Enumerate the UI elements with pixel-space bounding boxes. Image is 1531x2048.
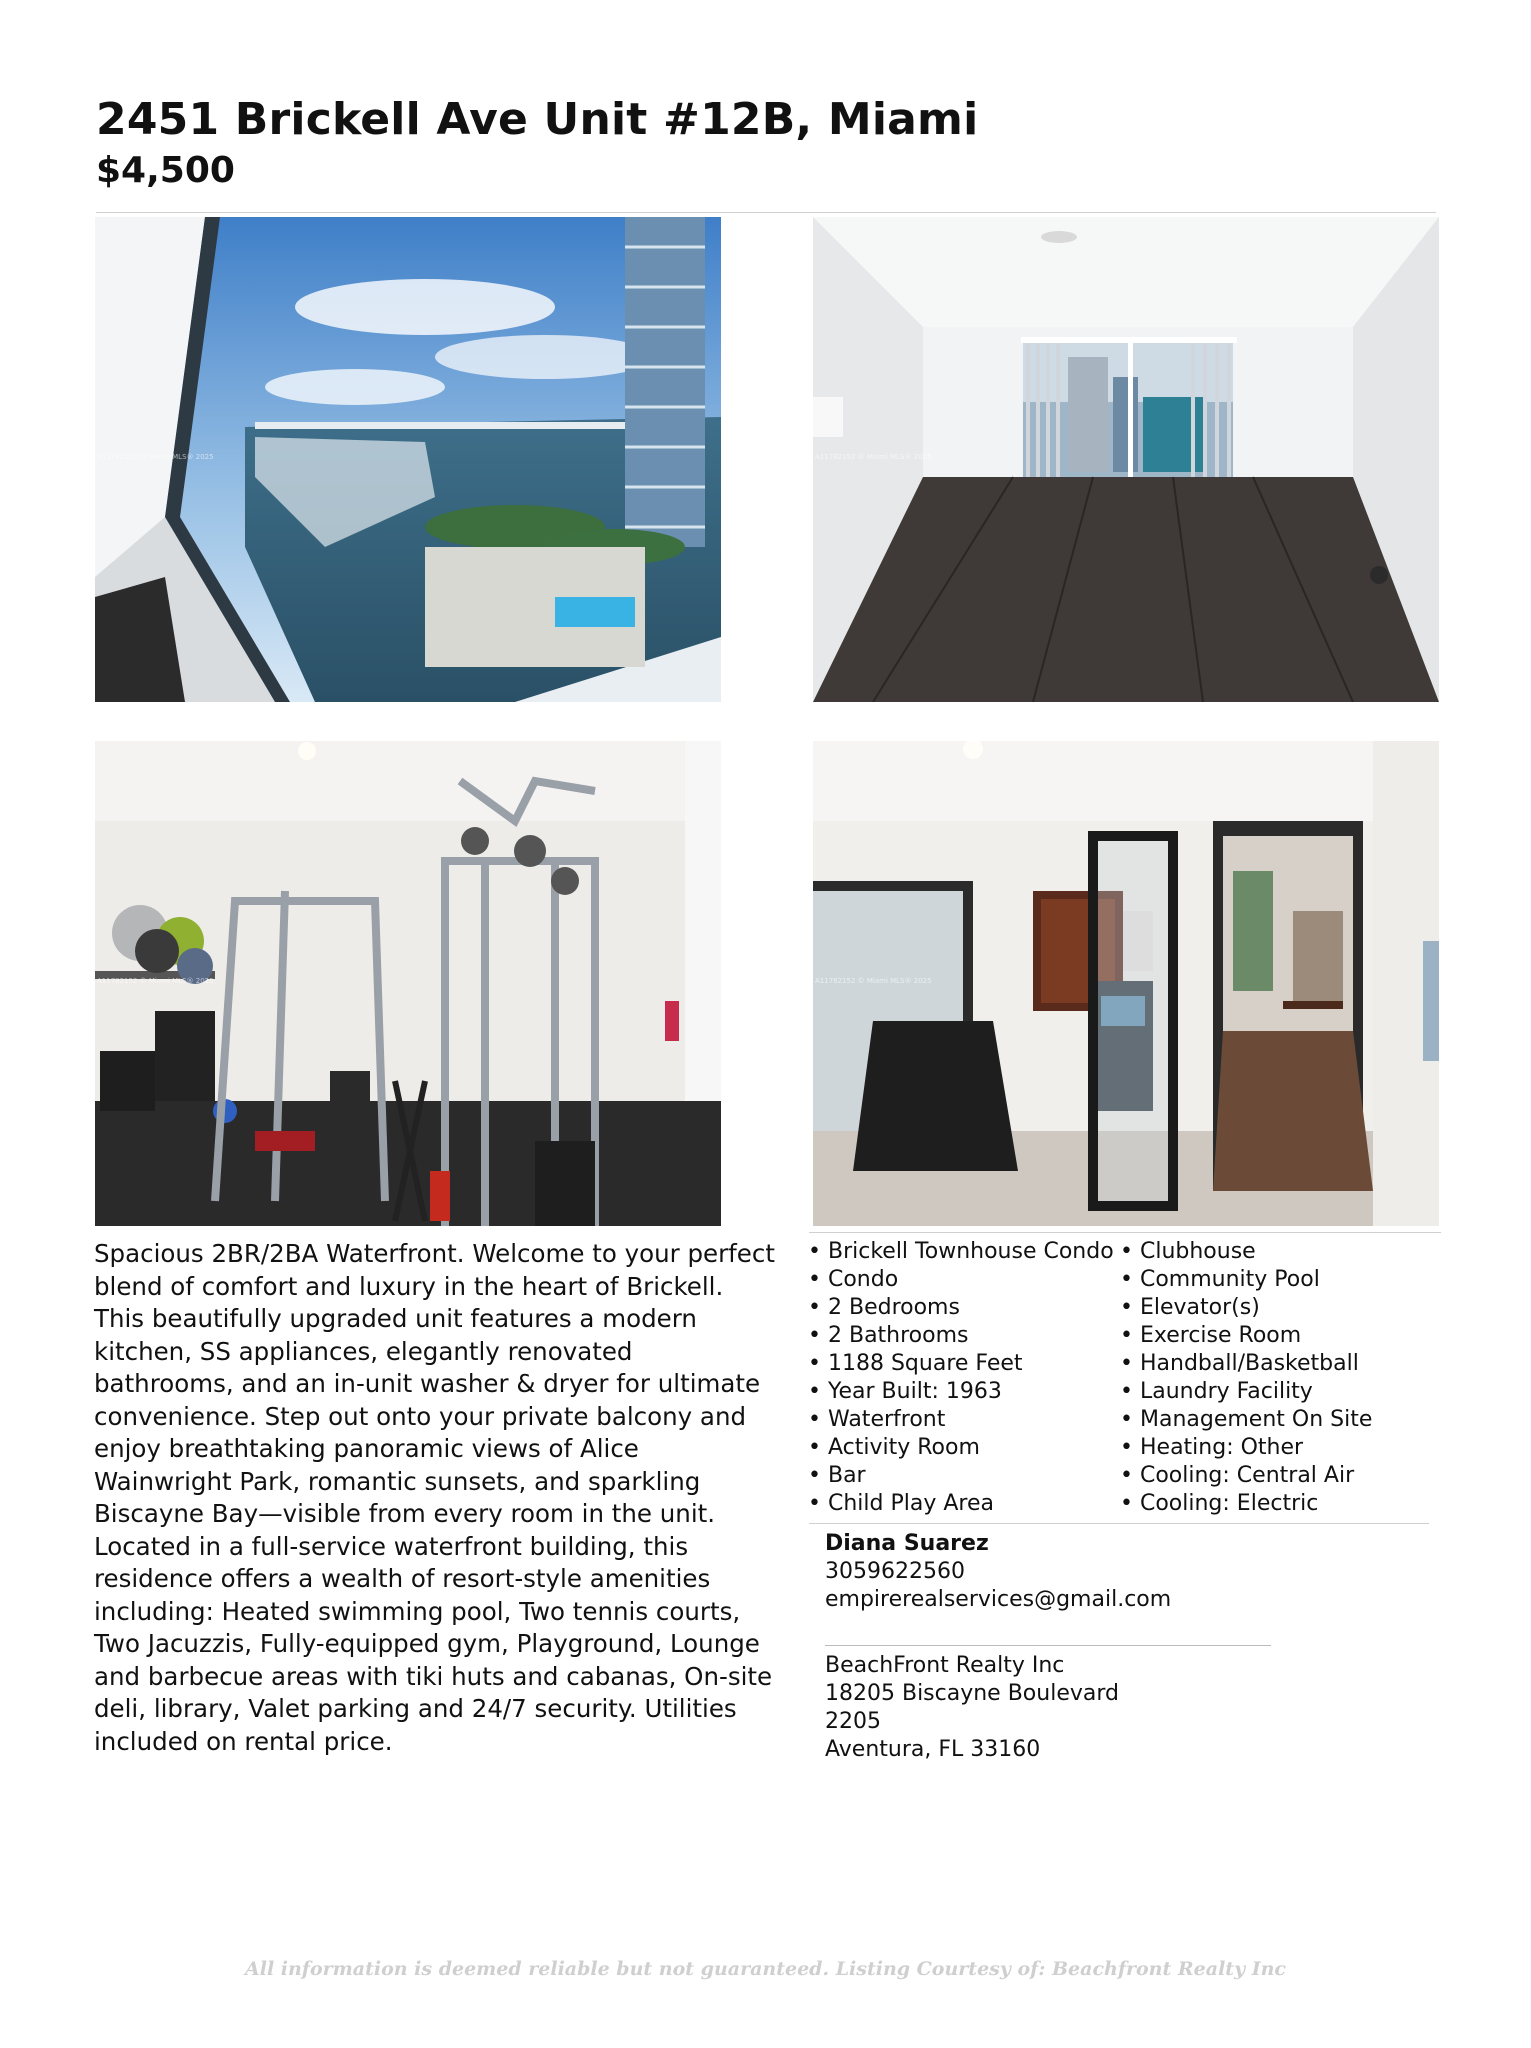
feature-item: • Management On Site [1120, 1406, 1440, 1434]
photo-3-watermark: A11782152 © Miami MLS® 2025 [97, 977, 214, 985]
feature-list-left [808, 1238, 1118, 1518]
listing-description: Spacious 2BR/2BA Waterfront. Welcome to your perfect blend of comfort and luxury in the heart of Brickell. This beautifully upgraded unit features a modern kitchen, SS appliances, elegantly renovated bathrooms, and an in-unit washer & dryer for ultimate convenience. Step out onto your private balcony and enjoy breathtaking panoramic views of Alice Wainwright Park, romantic sunsets, and sparkling Biscayne Bay—visible from every room in the unit. Located in a full-service waterfront building, this residence offers a wealth of resort-style amenities including: Heated swimming pool, Two tennis courts, Two Jacuzzis, Fully-equipped gym, Playground, Lounge and barbecue areas with tiki huts and cabanas, On-site deli, library, Valet parking and 24/7 security. Utilities included on rental price. [94, 1239, 775, 1756]
office-divider [825, 1645, 1271, 1646]
office-city-state-zip: Aventura, FL 33160 [825, 1737, 1041, 1762]
balcony-water-view-photo[interactable] [95, 217, 721, 702]
feature-item: • Cooling: Electric [1120, 1490, 1440, 1518]
header-divider [96, 212, 1436, 213]
feature-item: • Elevator(s) [1120, 1294, 1440, 1322]
lobby-deli-entrance-photo[interactable] [813, 741, 1439, 1226]
feature-item: • Brickell Townhouse Condo [808, 1238, 1118, 1266]
agent-email[interactable]: empirerealservices@gmail.com [825, 1587, 1172, 1612]
office-name: BeachFront Realty Inc [825, 1653, 1065, 1678]
details-divider [809, 1232, 1441, 1233]
agent-name: Diana Suarez [825, 1531, 989, 1556]
feature-item: • Clubhouse [1120, 1238, 1440, 1266]
photo-4-watermark: A11782152 © Miami MLS® 2025 [815, 977, 932, 985]
feature-item: • Condo [808, 1266, 1118, 1294]
fitness-gym-photo[interactable] [95, 741, 721, 1226]
feature-item: • Bar [808, 1462, 1118, 1490]
feature-item: • Waterfront [808, 1406, 1118, 1434]
listing-title: 2451 Brickell Ave Unit #12B, Miami [96, 94, 979, 145]
empty-living-room-photo[interactable] [813, 217, 1439, 702]
feature-item: • Heating: Other [1120, 1434, 1440, 1462]
photo-2-watermark: A11782152 © Miami MLS® 2025 [815, 453, 932, 461]
office-address-line1: 18205 Biscayne Boulevard [825, 1681, 1119, 1706]
agent-phone[interactable]: 3059622560 [825, 1559, 965, 1584]
feature-item: • Cooling: Central Air [1120, 1462, 1440, 1490]
feature-item: • Community Pool [1120, 1266, 1440, 1294]
office-address-line2: 2205 [825, 1709, 881, 1734]
photo-1-watermark: A11782152 © Miami MLS® 2025 [97, 453, 214, 461]
agent-divider [809, 1523, 1429, 1524]
feature-item: • Child Play Area [808, 1490, 1118, 1518]
office-info [825, 1652, 1119, 1764]
feature-item: • Laundry Facility [1120, 1378, 1440, 1406]
feature-item: • 2 Bathrooms [808, 1322, 1118, 1350]
agent-contact [825, 1530, 1171, 1614]
feature-item: • Exercise Room [1120, 1322, 1440, 1350]
feature-list-right [1120, 1238, 1440, 1518]
feature-item: • 1188 Square Feet [808, 1350, 1118, 1378]
feature-item: • Year Built: 1963 [808, 1378, 1118, 1406]
feature-item: • Activity Room [808, 1434, 1118, 1462]
feature-item: • Handball/Basketball [1120, 1350, 1440, 1378]
feature-item: • 2 Bedrooms [808, 1294, 1118, 1322]
footer-disclaimer: All information is deemed reliable but not guaranteed. Listing Courtesy of: Beachfront Realty Inc [244, 1958, 1286, 1980]
listing-price: $4,500 [96, 150, 235, 191]
